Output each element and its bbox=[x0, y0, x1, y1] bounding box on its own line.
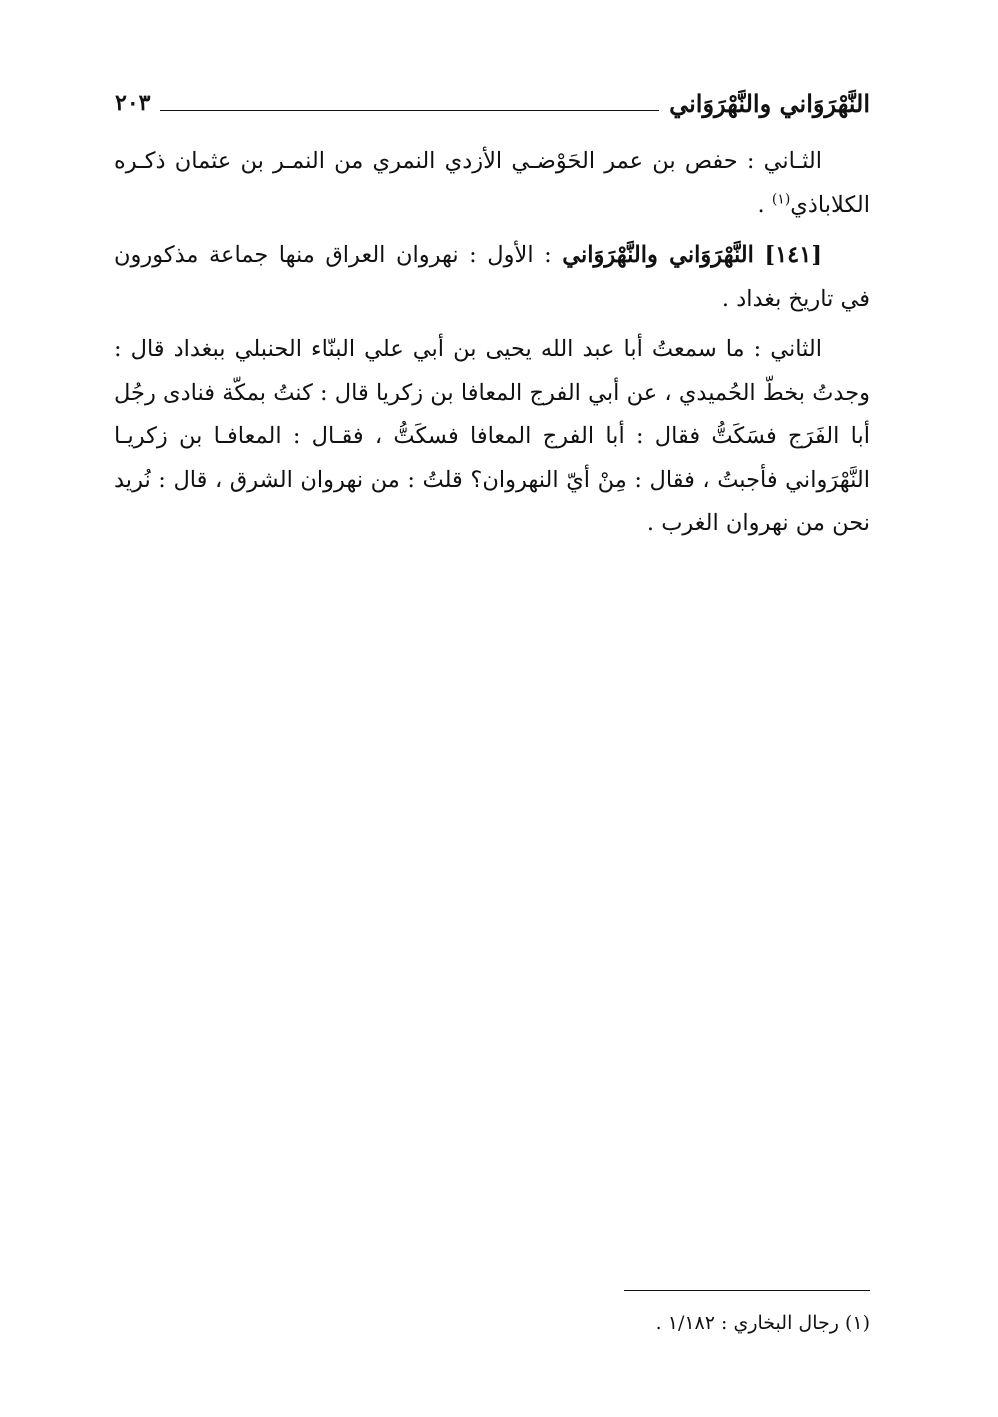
running-header bbox=[115, 86, 870, 120]
footnote-rule bbox=[624, 1290, 870, 1291]
footnote-reference: (١) bbox=[771, 191, 791, 207]
footnote-1: (١) رجال البخاري : ١/١٨٢ . bbox=[655, 1312, 870, 1334]
paragraph-3-text: الثاني : ما سمعتُ أبا عبد الله يحيى بن أبي علي البنّاء الحنبلي ببغداد قال : وجدتُ بخطّ الحُميدي ، عن أبي الفرج المعافا بن زكريا قال : كنتُ بمكّة فنادى رجُل أبا الفَرَج فسَكَتُّ فقال : أبا الفرج المعافا فسكَتُّ ، فقـال : المعافـا بن زكريـا النَّهْرَواني فأجبتُ ، فقال : مِنْ أيّ النهروان؟ قلتُ : من نهروان الشرق ، قال : نُريد نحن من نهروان الغرب . bbox=[114, 336, 870, 536]
header-rule bbox=[160, 110, 659, 111]
page-number: ٢٠٣ bbox=[115, 90, 151, 116]
paragraph-1 bbox=[114, 140, 870, 227]
paragraph-2 bbox=[114, 234, 870, 321]
entry-heading: النَّهْرَوَاني والنَّهْرَوَاني bbox=[562, 242, 754, 268]
paragraph-1-end: . bbox=[757, 191, 765, 218]
body-text bbox=[114, 140, 870, 553]
paragraph-2-text: : الأول : نهروان العراق منها جماعة مذكورون في تاريخ بغداد . bbox=[114, 242, 870, 312]
paragraph-3 bbox=[114, 328, 870, 546]
running-header-title: النَّهْرَوَاني والنَّهْرَوَاني bbox=[669, 88, 870, 118]
entry-number: [١٤١] bbox=[764, 242, 823, 268]
paragraph-1-text: الثـاني : حفص بن عمر الحَوْضـي الأزدي النمري من النمـر بن عثمان ذكـره الكلاباذي bbox=[114, 148, 870, 218]
